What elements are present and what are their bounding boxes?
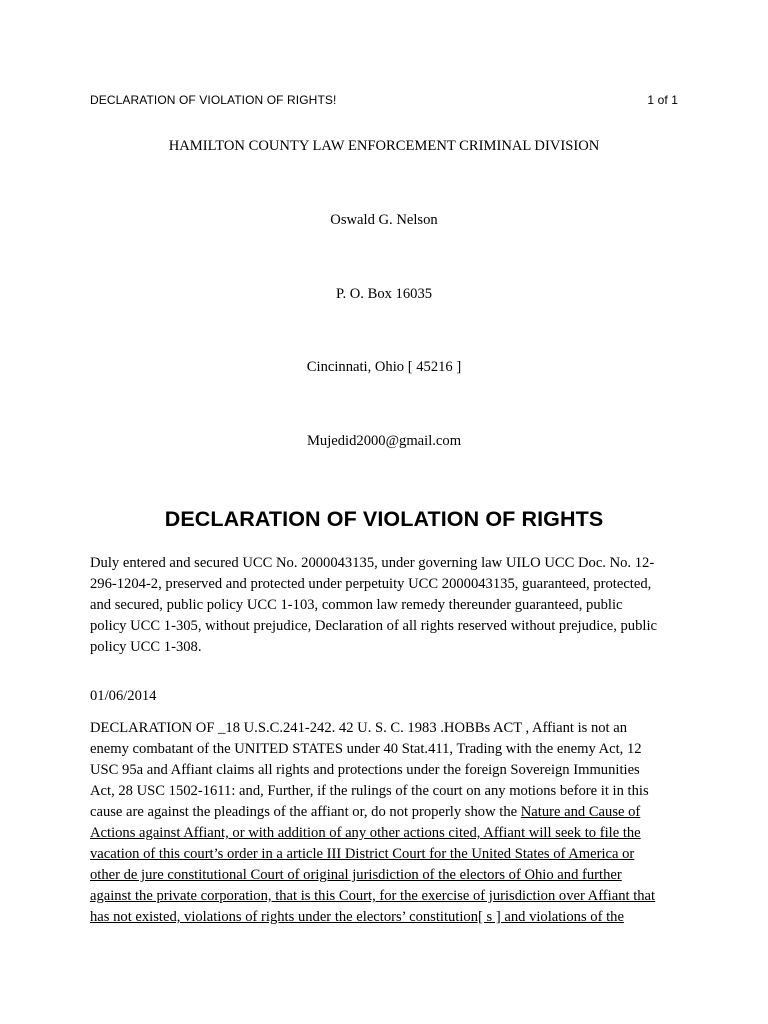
paragraph-line: policy UCC 1-308. [90,639,202,655]
paragraph-line: Duly entered and secured UCC No. 2000043135, under governing law UILO UCC Doc. No. 12- [90,555,655,571]
underlined-line: against the private corporation, that is this Court, for the exercise of jurisdiction over Affiant that [90,888,656,904]
document-title: DECLARATION OF VIOLATION OF RIGHTS [164,507,604,531]
organization-name: HAMILTON COUNTY LAW ENFORCEMENT CRIMINAL DIVISION [168,138,600,154]
declaration-date: 01/06/2014 [90,688,157,704]
paragraph-line: enemy combatant of the UNITED STATES under 40 Stat.411, Trading with the enemy Act, 12 [90,741,642,757]
header-title: DECLARATION OF VIOLATION OF RIGHTS! [90,93,337,107]
paragraph-text: cause are against the pleadings of the affiant or, do not properly show the [90,804,521,820]
email-address: Mujedid2000@gmail.com [306,433,462,449]
ucc-paragraph [90,553,690,658]
paragraph-line [90,802,690,823]
paragraph-line: and secured, public policy UCC 1-103, common law remedy thereunder guaranteed, public [90,597,623,613]
city-zip: Cincinnati, Ohio [ 45216 ] [306,359,462,375]
declaration-paragraph [90,718,690,928]
po-box: P. O. Box 16035 [335,286,433,302]
underlined-line: other de jure constitutional Court of original jurisdiction of the electors of Ohio and further [90,867,622,883]
page-number: 1 of 1 [647,93,678,107]
paragraph-line: USC 95a and Affiant claims all rights and protections under the foreign Sovereign Immunities [90,762,640,778]
paragraph-line: policy UCC 1-305, without prejudice, Declaration of all rights reserved without prejudice, public [90,618,657,634]
paragraph-line: DECLARATION OF _18 U.S.C.241-242. 42 U. S. C. 1983 .HOBBs ACT , Affiant is not an [90,720,628,736]
underlined-line: has not existed, violations of rights under the electors’ constitution[ s ] and violations of the [90,909,624,925]
paragraph-line: Act, 28 USC 1502-1611: and, Further, if the rulings of the court on any motions before it in this [90,783,649,799]
paragraph-line: 296-1204-2, preserved and protected under perpetuity UCC 2000043135, guaranteed, protected, [90,576,652,592]
affiant-name: Oswald G. Nelson [330,212,438,228]
underlined-line: vacation of this court’s order in a article III District Court for the United States of America or [90,846,635,862]
underlined-text: Nature and Cause of [520,804,641,820]
underlined-line: Actions against Affiant, or with addition of any other actions cited, Affiant will seek to file the [90,825,641,841]
